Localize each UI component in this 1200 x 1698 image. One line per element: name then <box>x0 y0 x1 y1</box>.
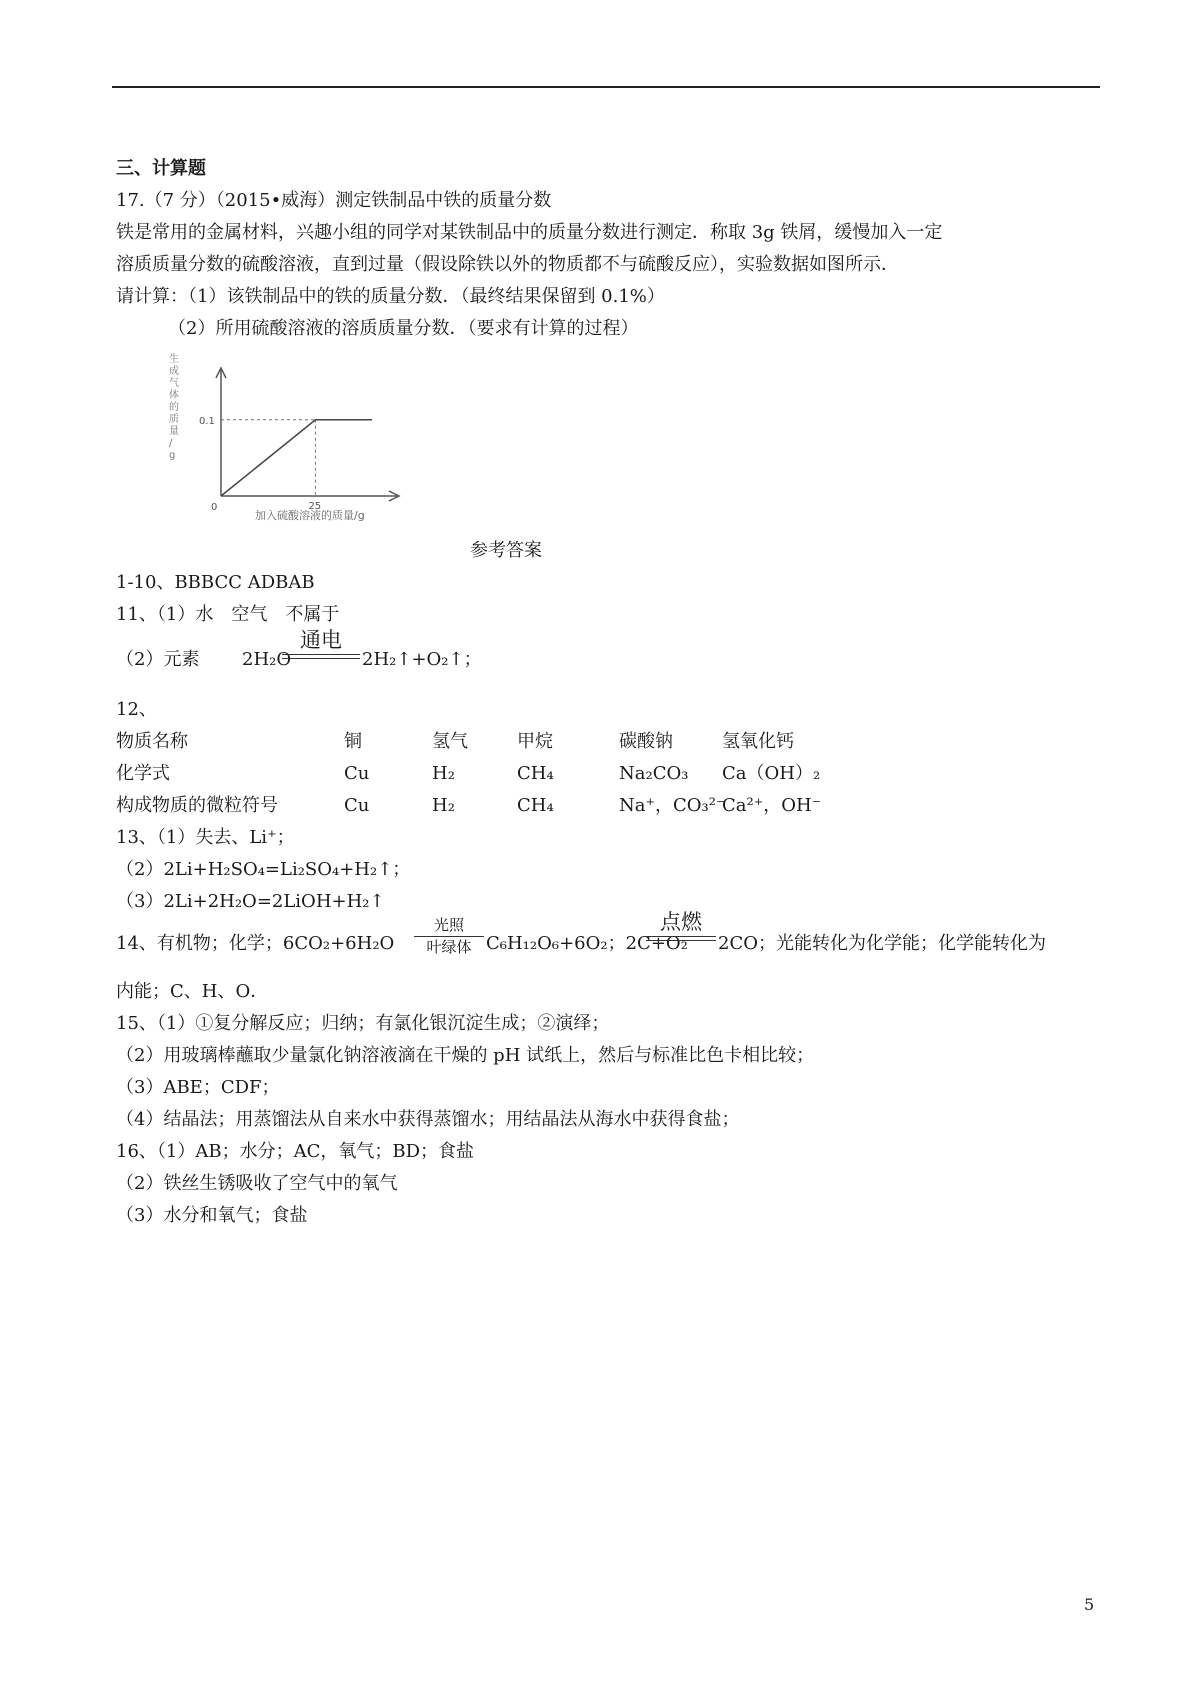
table-cell: 物质名称 <box>116 731 188 752</box>
answer-14-cond2: 点燃 <box>660 910 702 934</box>
y-tick-label: 0.1 <box>199 415 215 427</box>
answer-15-4: （4）结晶法；用蒸馏法从自来水中获得蒸馏水；用结晶法从海水中获得食盐； <box>116 1109 740 1130</box>
table-cell: Cu <box>344 763 370 784</box>
table-cell: CH₄ <box>517 763 554 784</box>
answer-16-3: （3）水分和氧气；食盐 <box>116 1205 308 1226</box>
answer-15-1: 15、（1）①复分解反应；归纳；有氯化银沉淀生成；②演绎； <box>116 1013 610 1034</box>
q17-question-2: （2）所用硫酸溶液的溶质质量分数．（要求有计算的过程） <box>168 318 639 339</box>
table-cell: 化学式 <box>116 763 170 784</box>
ylabel-char: 质 <box>169 414 179 425</box>
table-cell: 碳酸钠 <box>619 731 673 752</box>
series-line <box>221 420 372 496</box>
q17-paragraph-2: 溶质质量分数的硫酸溶液，直到过量（假设除铁以外的物质都不与硫酸反应），实验数据如图所示． <box>116 254 899 275</box>
page-number: 5 <box>1084 1595 1095 1614</box>
table-cell: Ca²⁺，OH⁻ <box>722 795 822 816</box>
q17-question-1: 请计算：（1）该铁制品中的铁的质量分数．（最终结果保留到 0.1%） <box>116 286 665 307</box>
chart-xlabel: 加入硫酸溶液的质量/g <box>255 509 365 522</box>
q17-paragraph-1: 铁是常用的金属材料，兴趣小组的同学对某铁制品中的质量分数进行测定．称取 3g 铁屑，缓慢加入一定 <box>116 222 943 243</box>
answers-heading: 参考答案 <box>470 540 542 561</box>
table-cell: H₂ <box>432 795 455 816</box>
answer-14-mid: C₆H₁₂O₆+6O₂；2C+O₂ <box>486 933 688 954</box>
table-cell: H₂ <box>432 763 455 784</box>
table-cell: 甲烷 <box>517 731 553 752</box>
answer-12-label: 12、 <box>116 699 157 720</box>
ylabel-char: 的 <box>169 402 179 413</box>
table-cell: Cu <box>344 795 370 816</box>
answer-14-arrow-2 <box>646 912 716 941</box>
chart-ylabel <box>169 352 179 461</box>
answer-14-arrow-1 <box>414 918 484 955</box>
answer-11-eq-condition: 通电 <box>300 628 342 652</box>
table-cell: 构成物质的微粒符号 <box>116 795 278 816</box>
header-rule <box>112 86 1100 88</box>
ylabel-char: / <box>169 438 173 449</box>
answer-13-2: （2）2Li+H₂SO₄=Li₂SO₄+H₂↑； <box>116 859 411 880</box>
equals-bar <box>282 654 360 659</box>
ylabel-char: 体 <box>169 390 179 401</box>
ylabel-char: 生 <box>169 354 179 365</box>
answer-16-1: 16、（1）AB；水分；AC，氧气；BD；食盐 <box>116 1141 475 1162</box>
arrow-shaft <box>414 936 484 937</box>
table-cell: 铜 <box>344 731 362 752</box>
answer-11-eq-left: 2H₂O <box>242 649 292 670</box>
section-heading: 三、计算题 <box>116 158 206 179</box>
table-cell: 氢气 <box>432 731 468 752</box>
answer-14-cond-top: 光照 <box>433 916 464 934</box>
table-cell: Ca（OH）₂ <box>722 763 821 784</box>
answer-14-continued: 内能；C、H、O． <box>116 981 269 1002</box>
answer-11-1: 11、（1）水 空气 不属于 <box>116 604 340 625</box>
gas-mass-chart <box>165 348 405 524</box>
answer-1-10: 1-10、BBBCC ADBAB <box>116 572 315 593</box>
answer-14-prefix: 14、有机物；化学；6CO₂+6H₂O <box>116 933 395 954</box>
equals-bar <box>646 936 716 941</box>
table-cell: CH₄ <box>517 795 554 816</box>
answer-11-eq-arrow <box>282 630 360 659</box>
table-cell: 氢氧化钙 <box>722 731 794 752</box>
origin-label: 0 <box>211 502 218 513</box>
q17-title: 17.（7 分）（2015•威海）测定铁制品中铁的质量分数 <box>116 190 552 211</box>
answer-13-3: （3）2Li+2H₂O=2LiOH+H₂↑ <box>116 891 385 912</box>
answer-15-2: （2）用玻璃棒蘸取少量氯化钠溶液滴在干燥的 pH 试纸上，然后与标准比色卡相比较； <box>116 1045 815 1066</box>
answer-15-3: （3）ABE；CDF； <box>116 1077 280 1098</box>
ylabel-char: 成 <box>169 366 179 377</box>
answer-14-suffix: 2CO；光能转化为化学能；化学能转化为 <box>718 933 1046 954</box>
x-tick-label: 25 <box>308 501 322 512</box>
answer-16-2: （2）铁丝生锈吸收了空气中的氧气 <box>116 1173 398 1194</box>
answer-13-1: 13、（1）失去、Li⁺； <box>116 827 295 848</box>
answer-11-2-prefix: （2）元素 <box>116 649 218 670</box>
table-cell: Na₂CO₃ <box>619 763 689 784</box>
ylabel-char: 气 <box>169 378 179 389</box>
ylabel-char: 量 <box>169 426 179 437</box>
ylabel-char: g <box>169 450 176 461</box>
table-cell: Na⁺，CO₃²⁻ <box>619 795 726 816</box>
answer-14-cond-bottom: 叶绿体 <box>426 938 472 956</box>
answer-11-eq-right: 2H₂↑+O₂↑； <box>362 649 482 670</box>
